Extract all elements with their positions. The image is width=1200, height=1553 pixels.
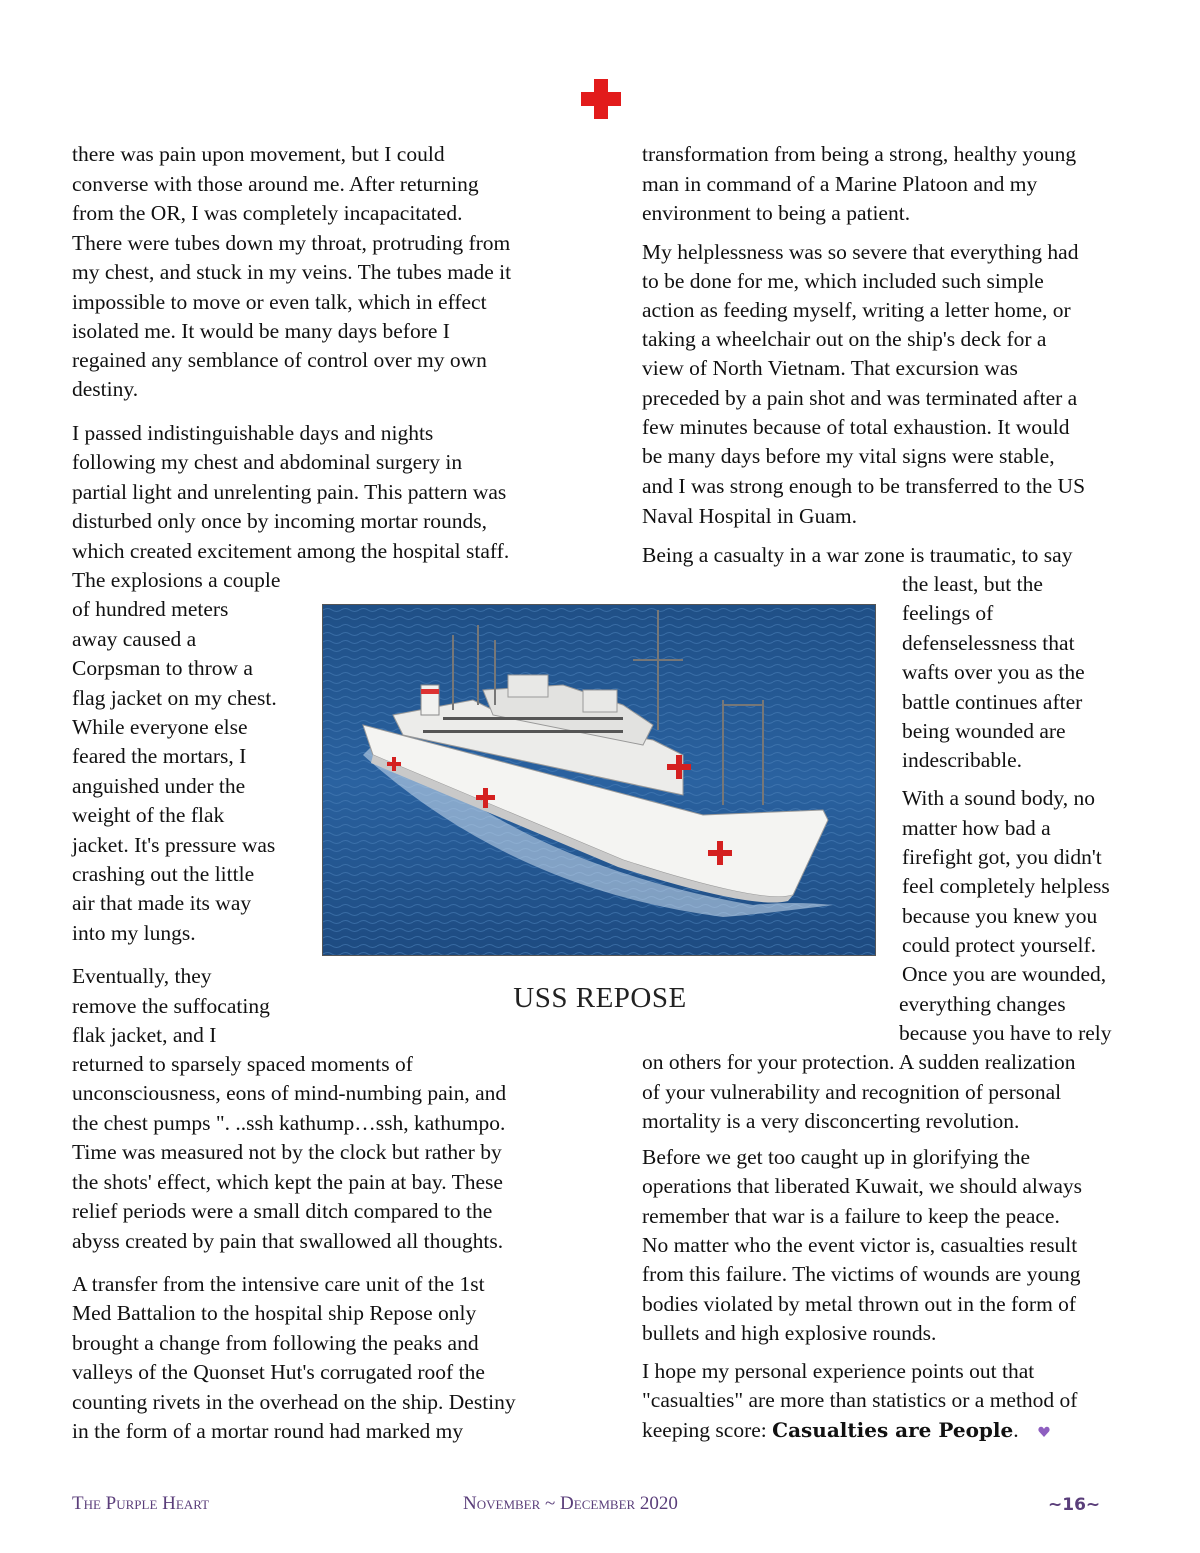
text-line: Being a casualty in a war zone is traumatic, to say [642,543,1073,567]
text-line: feelings of [902,601,994,625]
text-line: few minutes because of total exhaustion. It would [642,415,1070,439]
text-line: converse with those around me. After returning [72,172,479,196]
text-line: Before we get too caught up in glorifying the [642,1145,1031,1169]
text-line: mortality is a very disconcerting revolution. [642,1109,1020,1133]
text-line: view of North Vietnam. That excursion was [642,356,1018,380]
text-line: defenselessness that [902,631,1075,655]
text-line: in the form of a mortar round had marked my [72,1419,464,1443]
text-line: the chest pumps ". ..ssh kathump…ssh, kathumpo. [72,1111,506,1135]
purple-heart-icon [1038,1426,1050,1438]
text-line: wafts over you as the [902,660,1085,684]
text-line: partial light and unrelenting pain. This pattern was [72,480,507,504]
text-line: valleys of the Quonset Hut's corrugated roof the [72,1360,485,1384]
text-line: feared the mortars, I [72,744,247,768]
ship-photo [322,604,876,956]
text-line: Corpsman to throw a [72,656,253,680]
text-line: firefight got, you didn't [902,845,1102,869]
text-line: My helplessness was so severe that everything had [642,240,1079,264]
text-line: matter how bad a [902,816,1051,840]
closing-emphasis: Casualties are People [772,1418,1014,1442]
text-line: Once you are wounded, [902,962,1107,986]
text-line: disturbed only once by incoming mortar rounds, [72,509,487,533]
text-line: preceded by a pain shot and was terminated after a [642,386,1078,410]
text-line: away caused a [72,627,197,651]
text-line: battle continues after [902,690,1083,714]
text-line: because you have to rely [899,1021,1112,1045]
text-line: weight of the flak [72,803,225,827]
text-line: my chest, and stuck in my veins. The tubes made it [72,260,512,284]
text-line: into my lungs. [72,921,196,945]
text-line: I passed indistinguishable days and nights [72,421,434,445]
closing-line [642,1416,1050,1446]
text-line: transformation from being a strong, healthy young [642,142,1077,166]
closing-prefix: keeping score: [642,1418,773,1442]
text-line: operations that liberated Kuwait, we should always [642,1174,1083,1198]
text-line: of your vulnerability and recognition of personal [642,1080,1062,1104]
text-line: remember that war is a failure to keep the peace. [642,1204,1060,1228]
text-line: from this failure. The victims of wounds are young [642,1262,1081,1286]
text-line: on others for your protection. A sudden realization [642,1050,1076,1074]
text-line: taking a wheelchair out on the ship's deck for a [642,327,1047,351]
text-line: remove the suffocating [72,994,270,1018]
text-line: Naval Hospital in Guam. [642,504,857,528]
text-line: Eventually, they [72,964,212,988]
text-line: returned to sparsely spaced moments of [72,1052,413,1076]
text-line: and I was strong enough to be transferred to the US [642,474,1086,498]
text-line: action as feeding myself, writing a letter home, or [642,298,1071,322]
text-line: regained any semblance of control over my own [72,348,487,372]
text-line: being wounded are [902,719,1066,743]
text-line: abyss created by pain that swallowed all thoughts. [72,1229,504,1253]
text-line: the least, but the [902,572,1043,596]
text-line: bodies violated by metal thrown out in the form of [642,1292,1077,1316]
text-line: The explosions a couple [72,568,281,592]
text-line: could protect yourself. [902,933,1097,957]
text-line: air that made its way [72,891,252,915]
text-line: Med Battalion to the hospital ship Repose only [72,1301,477,1325]
text-line: brought a change from following the peaks and [72,1331,479,1355]
photo-caption: USS REPOSE [513,982,687,1014]
text-line: I hope my personal experience points out that [642,1359,1035,1383]
text-line: to be done for me, which included such simple [642,269,1044,293]
footer-publication: The Purple Heart [72,1493,210,1514]
text-line: While everyone else [72,715,248,739]
text-line: destiny. [72,377,139,401]
text-line: unconsciousness, eons of mind-numbing pain, and [72,1081,507,1105]
text-line: crashing out the little [72,862,255,886]
text-line: There were tubes down my throat, protruding from [72,231,511,255]
text-line: there was pain upon movement, but I could [72,142,445,166]
text-line: indescribable. [902,748,1022,772]
footer-page-number: ~16~ [1048,1495,1101,1515]
text-line: of hundred meters [72,597,229,621]
text-line: A transfer from the intensive care unit of the 1st [72,1272,485,1296]
text-line: feel completely helpless [902,874,1110,898]
text-line: from the OR, I was completely incapacitated. [72,201,463,225]
text-line: flak jacket, and I [72,1023,217,1047]
text-line: No matter who the event victor is, casualties result [642,1233,1078,1257]
text-line: bullets and high explosive rounds. [642,1321,937,1345]
text-line: flag jacket on my chest. [72,686,277,710]
text-line: jacket. It's pressure was [72,833,276,857]
text-line: anguished under the [72,774,246,798]
text-line: everything changes [899,992,1066,1016]
text-line: because you knew you [902,904,1098,928]
text-line: environment to being a patient. [642,201,911,225]
text-line: be many days before my vital signs were stable, [642,444,1055,468]
red-cross-icon [581,79,621,119]
text-line: man in command of a Marine Platoon and my [642,172,1038,196]
closing-suffix: . [1013,1418,1019,1442]
text-line: Time was measured not by the clock but rather by [72,1140,502,1164]
text-line: "casualties" are more than statistics or a method of [642,1388,1078,1412]
text-line: the shots' effect, which kept the pain at bay. These [72,1170,503,1194]
text-line: which created excitement among the hospital staff. [72,539,510,563]
text-line: impossible to move or even talk, which in effect [72,290,487,314]
text-line: With a sound body, no [902,786,1096,810]
text-line: counting rivets in the overhead on the ship. Destiny [72,1390,516,1414]
text-line: relief periods were a small ditch compared to the [72,1199,493,1223]
footer-issue: November ~ December 2020 [463,1493,678,1514]
text-line: following my chest and abdominal surgery in [72,450,463,474]
text-line: isolated me. It would be many days before I [72,319,450,343]
